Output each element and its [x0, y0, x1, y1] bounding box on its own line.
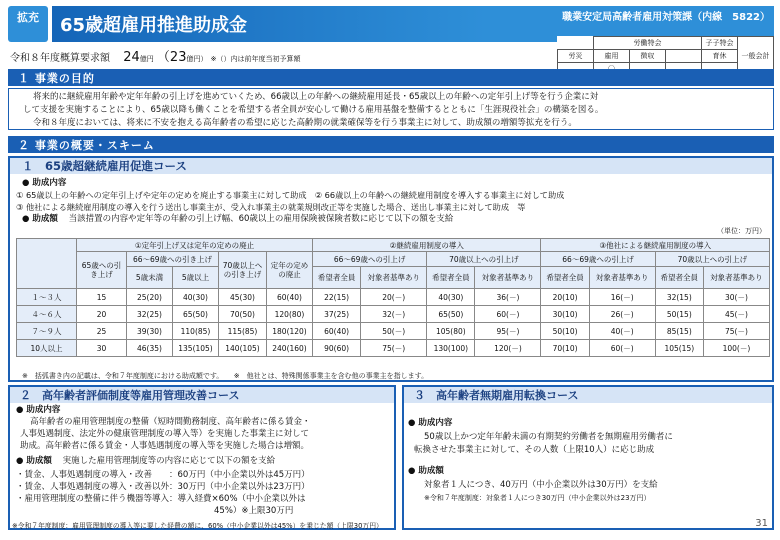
table-cell: 65(50) — [427, 306, 475, 323]
table-cell: 16(－) — [589, 289, 655, 306]
table-cell: 39(30) — [127, 323, 173, 340]
cat-col3: 徴収 — [630, 50, 666, 63]
table-cell: 120(－) — [475, 340, 541, 357]
table-cell: 60(－) — [475, 306, 541, 323]
table-cell: 115(85) — [219, 323, 267, 340]
course3-box — [402, 385, 774, 530]
th-std: 対象者基準あり — [475, 267, 541, 289]
table-cell: 60(40) — [313, 323, 361, 340]
cat-group2: 子子特会 — [702, 37, 738, 50]
th-all: 希望者全員 — [541, 267, 589, 289]
table-cell: 25(20) — [127, 289, 173, 306]
purpose-line: 将来的に継続雇用年齢や定年年齢の引上げを進めていくため、66歳以上の年齢への継続雇用延長・65歳以上の年齢への定年引上げ等を行う企業に対 — [33, 92, 599, 102]
cat-col4: 育休 — [702, 50, 738, 63]
table-cell: 240(160) — [267, 340, 313, 357]
course1-content-line: ③ 他社による継続雇用制度の導入を行う送出し事業主が、受入れ事業主の就業規則改正等を実施した場合、送出し事業主に対して助成 等 — [16, 202, 526, 212]
budget-unit: 億円 — [139, 55, 154, 63]
th-66-69: 66～69歳への引き上げ — [127, 252, 219, 267]
course2-item: ・賃金、人事処遇制度の導入・改善 ：60万円（中小企業以外は45万円） — [16, 470, 310, 480]
table-row — [17, 306, 770, 323]
table-cell: 37(25) — [313, 306, 361, 323]
course3-amount-head: ● 助成額 — [408, 466, 444, 476]
course2-content-line: 助成。高年齢者に係る賃金・人事処遇制度の導入等を実施した場合は増額。 — [20, 441, 310, 451]
table-cell: 20 — [77, 306, 127, 323]
course3-footnote: ※令和７年度制度：対象者１人につき30万円（中小企業以外は23万円） — [424, 494, 651, 502]
table-cell: 95(－) — [475, 323, 541, 340]
course2-content-line: 人事処遇制度、法定外の健康管理制度の導入等）を実施した事業主に対して — [20, 429, 310, 439]
table-cell: 25 — [77, 323, 127, 340]
table-cell: 180(120) — [267, 323, 313, 340]
purpose-line: して支援を実施することにより、65歳以降も働くことを希望する者全員が安心して働ける雇用基盤を整備するとともに「生涯現役社会」の構築を図る。 — [23, 105, 604, 115]
table-cell: 135(105) — [173, 340, 219, 357]
th-group1: ①定年引上げ又は定年の定めの廃止 — [77, 239, 313, 252]
table-cell: 46(35) — [127, 340, 173, 357]
table-cell: 20(－) — [361, 289, 427, 306]
course2-item-tail: 45%）※上限30万円 — [214, 506, 294, 516]
course2-content-head: ● 助成内容 — [16, 405, 61, 415]
course3-amount-text: 対象者１人につき、40万円（中小企業以外は30万円）を支給 — [424, 480, 658, 490]
table-cell: 40(30) — [173, 289, 219, 306]
course3-title: ３ 高年齢者無期雇用転換コース — [404, 387, 772, 403]
table-cell: 20(10) — [541, 289, 589, 306]
budget-label: 令和８年度概算要求額 — [10, 53, 110, 64]
table-cell: 30(10) — [541, 306, 589, 323]
cat-general: 一般会計 — [738, 37, 774, 76]
table-cell: 26(－) — [589, 306, 655, 323]
table-cell: 32(－) — [361, 306, 427, 323]
table-cell: 110(85) — [173, 323, 219, 340]
purpose-line: 令和８年度においては、将来に不安を抱える高年齢者の希望に応じた高齢期の就業確保等を行う事業主に対して、助成額の増額等拡充を行う。 — [33, 118, 577, 128]
row-size-label: １～３人 — [17, 289, 77, 306]
table-cell: 65(50) — [173, 306, 219, 323]
table-row — [17, 289, 770, 306]
page-title: 65歳超雇用推進助成金 — [60, 15, 248, 36]
course1-amount-head: ● 助成額 — [22, 214, 58, 224]
table-cell: 85(15) — [655, 323, 703, 340]
th-g2-66: 66～69歳への引上げ — [313, 252, 427, 267]
th-65: 65歳への引き上げ — [77, 252, 127, 289]
course2-amount-head: ● 助成額 — [16, 456, 52, 466]
table-cell: 30 — [77, 340, 127, 357]
table-cell: 105(80) — [427, 323, 475, 340]
table-cell: 70(50) — [219, 306, 267, 323]
th-abolish: 定年の定めの廃止 — [267, 252, 313, 289]
th-std: 対象者基準あり — [703, 267, 769, 289]
th-5more: 5歳以上 — [173, 267, 219, 289]
row-size-label: 10人以上 — [17, 340, 77, 357]
th-5less: 5歳未満 — [127, 267, 173, 289]
budget-note: ※（）内は前年度当初予算額 — [210, 55, 301, 63]
table-cell: 140(105) — [219, 340, 267, 357]
th-70: 70歳以上への引き上げ — [219, 252, 267, 289]
table-cell: 36(－) — [475, 289, 541, 306]
budget-line — [10, 46, 301, 65]
course3-content-line: 50歳以上かつ定年年齢未満の有期契約労働者を無期雇用労働者に — [424, 432, 673, 442]
table-row — [17, 323, 770, 340]
table-cell: 60(40) — [267, 289, 313, 306]
th-std: 対象者基準あり — [589, 267, 655, 289]
table-cell: 105(15) — [655, 340, 703, 357]
budget-prev-unit: 億円） — [186, 55, 208, 63]
table-cell: 70(10) — [541, 340, 589, 357]
course2-content-line: 高年齢者の雇用管理制度の整備（短時間勤務制度、高年齢者に係る賃金・ — [30, 417, 311, 427]
page-number: 31 — [755, 518, 768, 529]
section2-heading: ２ 事業の概要・スキーム — [8, 136, 774, 153]
table-cell: 75(－) — [703, 323, 769, 340]
course1-content-line: ① 65歳以上の年齢への定年引上げや定年の定めを廃止する事業主に対して助成 ② 66歳以上の年齢への継続雇用制度を導入する事業主に対して助成 — [16, 190, 565, 200]
table-cell: 50(15) — [655, 306, 703, 323]
table-cell: 120(80) — [267, 306, 313, 323]
expansion-badge: 拡充 — [8, 6, 48, 42]
th-std: 対象者基準あり — [361, 267, 427, 289]
course3-content-line: 転換させた事業主に対して、その人数（上限10人）に応じ助成 — [414, 445, 655, 455]
table-cell: 22(15) — [313, 289, 361, 306]
th-all: 希望者全員 — [427, 267, 475, 289]
th-all: 希望者全員 — [655, 267, 703, 289]
table-cell: 60(－) — [589, 340, 655, 357]
course1-amount-text: 当該措置の内容や定年等の年齢の引上げ幅、60歳以上の雇用保険被保険者数に応じて以下の額を支給 — [68, 214, 454, 224]
unit-label: （単位：万円） — [717, 227, 766, 235]
table-cell: 32(15) — [655, 289, 703, 306]
table-cell: 75(－) — [361, 340, 427, 357]
course1-content-head: ● 助成内容 — [22, 178, 67, 188]
course1-title: １ 65歳超継続雇用促進コース — [10, 158, 772, 174]
course2-item: ・雇用管理制度の整備に伴う機器等導入：導入経費×60%（中小企業以外は — [16, 494, 306, 504]
table-cell: 130(100) — [427, 340, 475, 357]
course2-item: ・賃金、人事処遇制度の導入・改善以外：30万円（中小企業以外は23万円） — [16, 482, 310, 492]
th-g2-70: 70歳以上への引上げ — [427, 252, 541, 267]
cat-col1: 労災 — [558, 50, 594, 63]
table-cell: 40(30) — [427, 289, 475, 306]
course2-title: ２ 高年齢者評価制度等雇用管理改善コース — [10, 387, 394, 403]
table-note: ※ 括弧書き内の記載は、令和７年度制度における助成額です。 ※ 他社とは、特殊関係事業主を含む他の事業主を指します。 — [22, 372, 429, 380]
table-cell: 30(－) — [703, 289, 769, 306]
table-row — [17, 340, 770, 357]
th-all: 希望者全員 — [313, 267, 361, 289]
th-g3-70: 70歳以上への引上げ — [655, 252, 769, 267]
table-cell: 15 — [77, 289, 127, 306]
cat-group1: 労働特会 — [594, 37, 702, 50]
table-cell: 40(－) — [589, 323, 655, 340]
th-g3-66: 66～69歳への引上げ — [541, 252, 655, 267]
table-cell: 90(60) — [313, 340, 361, 357]
table-cell: 50(10) — [541, 323, 589, 340]
th-group3: ③他社による継続雇用制度の導入 — [541, 239, 770, 252]
cat-col2: 雇用 — [594, 50, 630, 63]
th-group2: ②継続雇用制度の導入 — [313, 239, 541, 252]
subsidy-amount-table — [16, 238, 770, 357]
course2-footnote: ※令和７年度制度：雇用管理制度の導入等に要した経費の額に、60%（中小企業以外は45%）を乗じた額（上限30万円） — [12, 522, 383, 530]
row-size-label: ７～９人 — [17, 323, 77, 340]
table-cell: 45(－) — [703, 306, 769, 323]
table-cell: 45(30) — [219, 289, 267, 306]
department-label: 職業安定局高齢者雇用対策課（内線 5822） — [562, 12, 770, 23]
row-size-label: ４～６人 — [17, 306, 77, 323]
course2-amount-text: 実施した雇用管理制度等の内容に応じて以下の額を支給 — [62, 456, 276, 466]
table-cell: 32(25) — [127, 306, 173, 323]
table-cell: 50(－) — [361, 323, 427, 340]
purpose-box — [8, 88, 774, 130]
course3-content-head: ● 助成内容 — [408, 418, 453, 428]
budget-prev: （23 — [156, 50, 187, 65]
section1-heading: １ 事業の目的 — [8, 69, 774, 86]
table-cell: 100(－) — [703, 340, 769, 357]
budget-amount: 24 — [123, 50, 140, 65]
